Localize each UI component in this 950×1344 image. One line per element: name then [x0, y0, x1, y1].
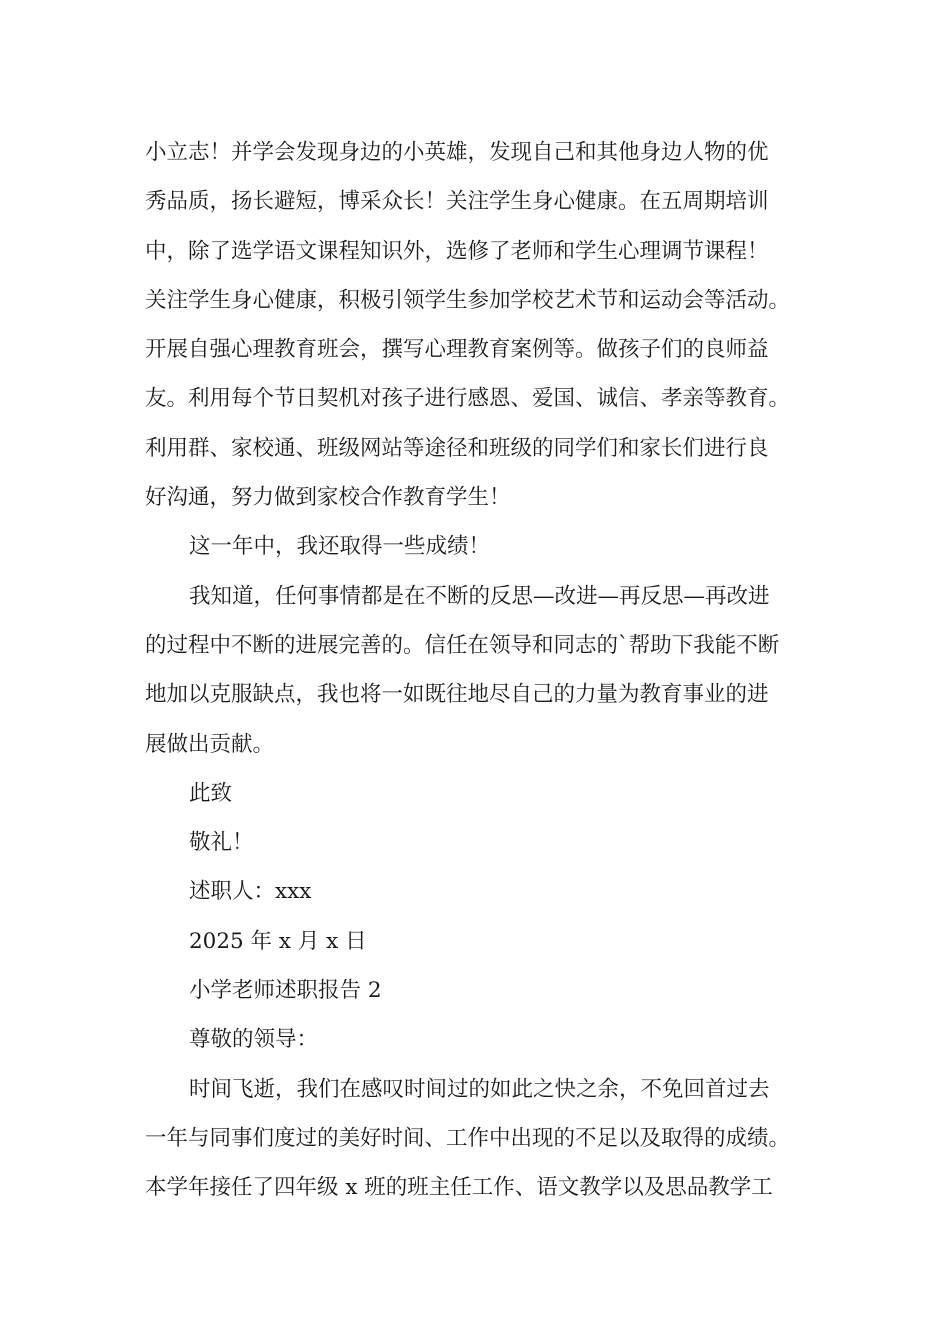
text-line: 开展自强心理教育班会，撰写心理教育案例等。做孩子们的良师益: [145, 337, 769, 363]
text-line: 本学年接任了四年级 x 班的班主任工作、语文教学以及思品教学工: [145, 1175, 773, 1201]
text-line: 友。利用每个节日契机对孩子进行感恩、爱国、诚信、孝亲等教育。: [145, 386, 791, 412]
text-line: 时间飞逝，我们在感叹时间过的如此之快之余，不免回首过去: [189, 1076, 770, 1102]
text-line: 敬礼！: [189, 830, 254, 856]
text-line: 小立志！并学会发现身边的小英雄，发现自己和其他身边人物的优: [145, 140, 769, 165]
text-line: 好沟通，努力做到家校合作教育学生！: [145, 485, 511, 511]
text-line: 2025 年 x 月 x 日: [189, 928, 367, 954]
text-line: 利用群、家校通、班级网站等途径和班级的同学们和家长们进行良: [145, 435, 769, 461]
text-line: 的过程中不断的进展完善的。信任在领导和同志的`帮助下我能不断: [145, 632, 780, 658]
text-line: 地加以克服缺点，我也将一如既往地尽自己的力量为教育事业的进: [145, 682, 769, 708]
text-line: 关注学生身心健康，积极引领学生参加学校艺术节和运动会等活动。: [145, 287, 791, 313]
text-line: 中，除了选学语文课程知识外，选修了老师和学生心理调节课程！: [145, 238, 769, 264]
text-line: 一年与同事们度过的美好时间、工作中出现的不足以及取得的成绩。: [145, 1125, 791, 1151]
text-line: 这一年中，我还取得一些成绩！: [189, 534, 491, 560]
text-line: 述职人：xxx: [189, 879, 312, 905]
text-line: 我知道，任何事情都是在不断的反思—改进—再反思—再改进: [189, 583, 770, 609]
text-line: 此致: [189, 780, 233, 806]
text-line: 小学老师述职报告 2: [189, 978, 382, 1004]
text-line: 秀品质，扬长避短，博采众长！关注学生身心健康。在五周期培训: [145, 189, 769, 215]
text-line: 尊敬的领导：: [189, 1027, 319, 1053]
text-line: 展做出贡献。: [145, 731, 275, 757]
document-body: [145, 128, 825, 1213]
